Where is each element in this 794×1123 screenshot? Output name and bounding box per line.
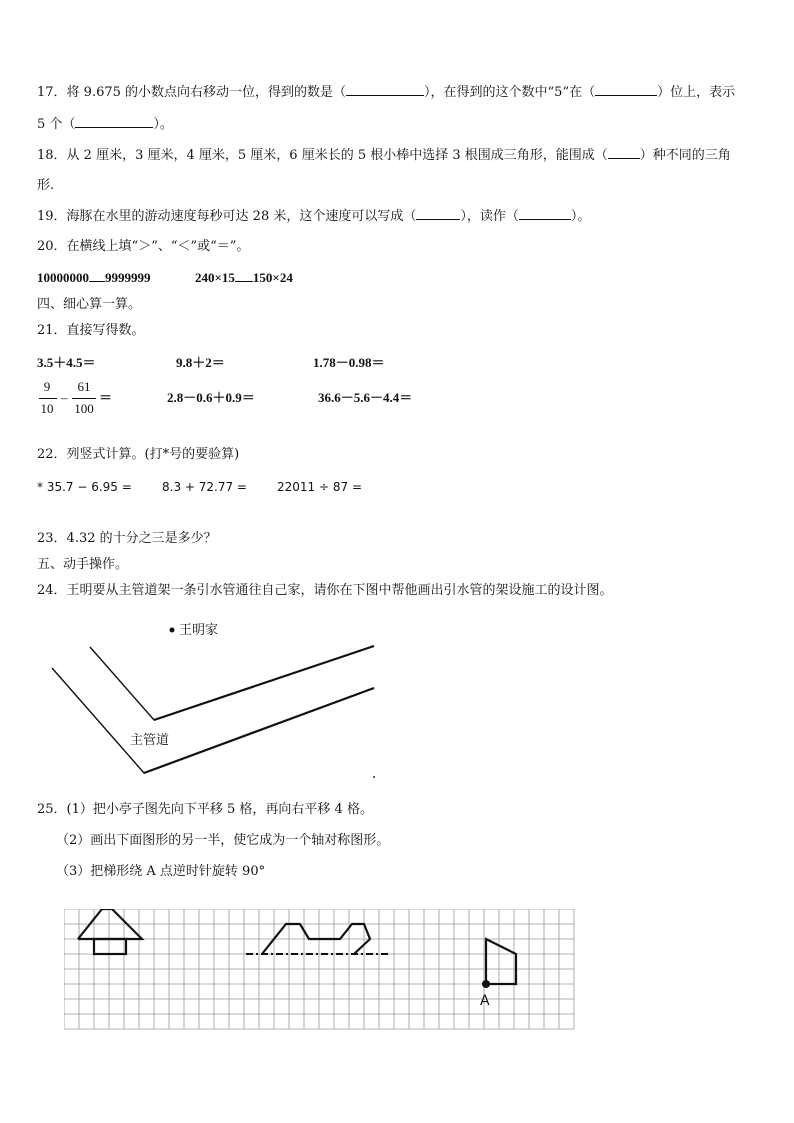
point-a-dot bbox=[482, 980, 490, 988]
q25-part2-text: （2）画出下面图形的另一半，使它成为一个轴对称图形。 bbox=[56, 833, 390, 848]
fraction-1-denominator: 10 bbox=[40, 401, 54, 416]
q17-blank-3[interactable] bbox=[75, 116, 153, 128]
section-5-text: 五、动手操作。 bbox=[37, 557, 129, 572]
q22-title-text: 22．列竖式计算。(打*号的要验算) bbox=[37, 447, 240, 462]
q20-title-text: 20．在横线上填“＞”、“＜”或“＝”。 bbox=[37, 239, 250, 254]
q23-text: 23．4.32 的十分之三是多少？ bbox=[37, 531, 217, 546]
q22-item-3: 22011 ÷ 87 = bbox=[277, 480, 362, 494]
stray-mark bbox=[373, 776, 375, 778]
q17-text-d: 5 个（ bbox=[37, 117, 76, 132]
q19-blank-1[interactable] bbox=[416, 208, 460, 220]
q19-blank-2[interactable] bbox=[519, 208, 571, 220]
section-5-heading bbox=[37, 557, 128, 573]
q21-item-2: 9.8＋2＝ bbox=[176, 355, 225, 370]
trapezoid-figure bbox=[486, 939, 516, 984]
q25-part1-text: 25．(1）把小亭子图先向下平移 5 格，再向右平移 4 格。 bbox=[37, 802, 373, 817]
q19-text-c: ）。 bbox=[570, 209, 591, 224]
q17-blank-1[interactable] bbox=[346, 84, 424, 96]
pipeline-diagram bbox=[0, 610, 400, 790]
q20-expr2-right: 150×24 bbox=[252, 270, 293, 285]
question-17-line-1 bbox=[37, 84, 735, 101]
grid-lines bbox=[64, 909, 574, 1029]
q17-blank-2[interactable] bbox=[595, 84, 657, 96]
q17-text-e: ）。 bbox=[153, 117, 173, 132]
q21-item-5: 2.8－0.6＋0.9＝ bbox=[167, 390, 255, 405]
q20-expr1-right: 9999999 bbox=[105, 270, 151, 285]
question-22-title bbox=[37, 447, 239, 463]
pavilion-figure bbox=[78, 909, 142, 954]
question-17-line-2 bbox=[37, 116, 173, 133]
q17-text-b: ），在得到的这个数中“5”在（ bbox=[424, 85, 596, 100]
home-label: 王明家 bbox=[179, 623, 219, 638]
q21-item-3: 1.78－0.98＝ bbox=[313, 355, 385, 370]
section-4-heading bbox=[37, 297, 141, 313]
fraction-1-numerator: 9 bbox=[43, 379, 51, 394]
question-20-title bbox=[37, 239, 249, 255]
q20-blank-1[interactable] bbox=[89, 270, 105, 282]
q21-title-text: 21．直接写得数。 bbox=[37, 323, 145, 338]
question-23 bbox=[37, 531, 217, 547]
q18-text-b: ）种不同的三角 bbox=[639, 148, 731, 163]
q24-title-text: 24．王明要从主管道架一条引水管通往自己家，请你在下图中帮他画出引水管的架设施工的设计图。 bbox=[37, 583, 613, 598]
q18-text-c: 形. bbox=[37, 178, 55, 193]
q20-blank-2[interactable] bbox=[235, 270, 253, 282]
q20-expr2-left: 240×15 bbox=[195, 270, 235, 285]
q18-text-a: 18．从 2 厘米，3 厘米，4 厘米，5 厘米，6 厘米长的 5 根小棒中选择 3 根围成三角形，能围成（ bbox=[37, 148, 608, 163]
q19-text-b: ），读作（ bbox=[460, 209, 519, 224]
question-24-title bbox=[37, 583, 613, 599]
q21-minus-sign: – bbox=[61, 390, 68, 405]
question-20-expressions bbox=[37, 270, 293, 286]
q17-text-a: 17．将 9.675 的小数点向右移动一位，得到的数是（ bbox=[37, 85, 347, 100]
pipe-inner-edge-bold bbox=[154, 646, 374, 720]
question-18-line-1 bbox=[37, 147, 731, 164]
question-21-title bbox=[37, 323, 145, 339]
q21-fraction-equals: ＝ bbox=[99, 390, 113, 405]
home-dot bbox=[170, 628, 175, 633]
fraction-2-bar bbox=[72, 398, 96, 399]
q20-expr1-left: 10000000 bbox=[37, 270, 89, 285]
question-19 bbox=[37, 208, 590, 225]
q21-item-6: 36.6－5.6－4.4＝ bbox=[318, 390, 413, 405]
q21-item-1: 3.5＋4.5＝ bbox=[37, 355, 96, 370]
fraction-2-numerator: 61 bbox=[77, 379, 91, 394]
fraction-1-bar bbox=[39, 398, 57, 399]
grid-figure[interactable] bbox=[64, 909, 580, 1033]
q17-text-c: ）位上，表示 bbox=[657, 85, 736, 100]
q25-part3-text: （3）把梯形绕 A 点逆时针旋转 90° bbox=[56, 864, 266, 879]
question-18-line-2 bbox=[37, 178, 54, 194]
q22-item-2: 8.3 + 72.77 = bbox=[162, 480, 247, 494]
q19-text-a: 19．海豚在水里的游动速度每秒可达 28 米，这个速度可以写成（ bbox=[37, 209, 417, 224]
q22-item-1: * 35.7 − 6.95 = bbox=[37, 480, 132, 494]
question-25-part-1 bbox=[37, 802, 373, 818]
fraction-2-denominator: 100 bbox=[74, 401, 94, 416]
pipe-outer-edge-bold bbox=[144, 688, 374, 773]
pipe-inner-edge bbox=[90, 646, 374, 720]
question-25-part-3 bbox=[56, 864, 265, 880]
main-pipe-label: 主管道 bbox=[130, 733, 170, 748]
section-4-text: 四、细心算一算。 bbox=[37, 297, 142, 312]
question-25-part-2 bbox=[56, 833, 389, 849]
pipe-outer-edge bbox=[52, 668, 374, 773]
q18-blank[interactable] bbox=[608, 147, 640, 159]
point-a-label: A bbox=[480, 993, 490, 1009]
